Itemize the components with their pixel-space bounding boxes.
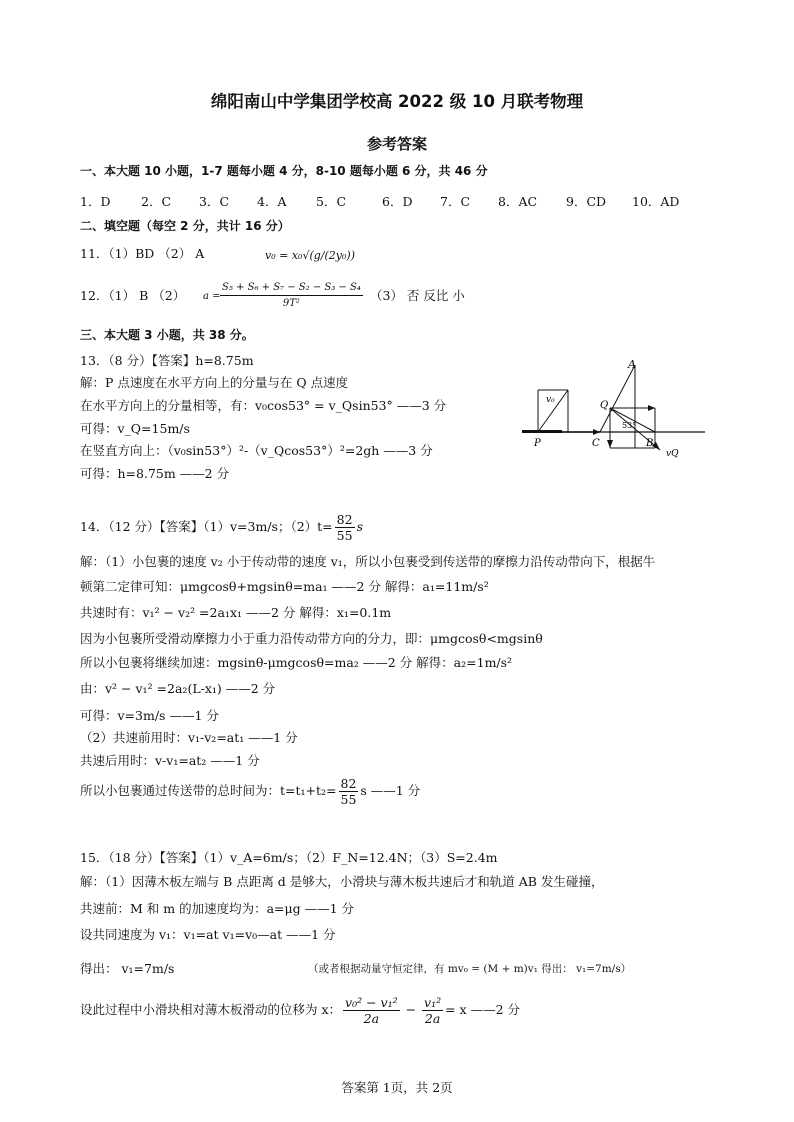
label-a: A: [628, 360, 636, 371]
q12-formula-lhs: a =: [203, 291, 221, 302]
q14-line-8: （2）共速前用时：v₁-v₂=at₁ ——1 分: [80, 730, 298, 745]
q13-line-5: 可得：h=8.75m ——2 分: [80, 466, 230, 481]
q15-last-num1: v₀² − v₁²: [345, 995, 398, 1010]
q12-answer: 12．（1） B （2）: [80, 288, 186, 303]
label-angle: 53°: [622, 421, 637, 430]
q15-last: 设此过程中小滑块相对薄木板滑动的位移为 x： $\frac{\text{v₀² − v₁²}}{2a}$ − $\frac{\text{v₁²}}{2a}$ = x ——2 分: [80, 995, 521, 1026]
page-title: 绵阳南山中学集团学校高 2022 级 10 月联考物理: [210, 92, 584, 111]
q13-line-4: 在竖直方向上：（v₀sin53°）²-（v_Qcos53°）²=2gh ——3 分: [80, 443, 433, 458]
q14-header-num: 82: [336, 512, 353, 527]
answer-10: 10．AD: [632, 194, 680, 209]
q14-header: [80, 512, 363, 543]
q12-answer-tail: （3） 否 反比 小: [370, 288, 465, 303]
label-p: P: [534, 438, 541, 449]
label-v0: v₀: [546, 395, 555, 405]
q13-line-1: 解：P 点速度在水平方向上的分量与在 Q 点速度: [80, 375, 349, 390]
q14-line-4: 因为小包裹所受滑动摩擦力小于重力沿传动带方向的分力，即：μmgcosθ<mgsinθ: [80, 631, 543, 646]
q11-answer: 11．（1）BD （2） A: [80, 246, 205, 261]
section2-heading: 二、填空题（每空 2 分，共计 16 分）: [80, 219, 290, 233]
q14-line-1: 解：（1）小包裹的速度 v₂ 小于传动带的速度 v₁，所以小包裹受到传送带的摩擦力沿传动带向下，根据牛: [80, 554, 656, 569]
page-subtitle: 参考答案: [366, 135, 427, 153]
q14-line-9: 共速后用时：v-v₁=at₂ ——1 分: [80, 753, 260, 768]
q13-line-3: 可得：v_Q=15m/s: [80, 421, 190, 436]
answer-1: 1．D: [80, 194, 111, 209]
q12-formula-den: 9T²: [282, 298, 300, 309]
answer-7: 7．C: [440, 194, 471, 209]
q15-last-suffix: = x ——2 分: [445, 1002, 521, 1017]
answer-5: 5．C: [316, 194, 347, 209]
q14-final-suffix: s ——1 分: [360, 783, 421, 798]
q14-line-5: 所以小包裹将继续加速：mgsinθ-μmgcosθ=ma₂ ——2 分 解得：a₂=1m/s²: [80, 655, 513, 670]
q14-line-2: 顿第二定律可知：μmgcosθ+mgsinθ=ma₁ ——2 分 解得：a₁=11m/s²: [80, 579, 489, 594]
label-q: Q: [600, 400, 609, 411]
q15-line-2: 共速前：M 和 m 的加速度均为：a=μg ——1 分: [80, 901, 355, 916]
label-b: B: [646, 438, 654, 449]
q13-line-2: 在水平方向上的分量相等，有：v₀cos53° = v_Qsin53° ——3 分: [80, 398, 447, 413]
q15-line-3: 设共同速度为 v₁：v₁=at v₁=v₀—at ——1 分: [80, 927, 336, 942]
q14-final-num: 82: [340, 776, 357, 791]
q14-final: [80, 776, 420, 807]
q12-formula-frac: [218, 280, 365, 311]
q15-last-text: 设此过程中小滑块相对薄木板滑动的位移为 x：: [80, 1002, 342, 1017]
q14-line-6: 由：v² − v₁² =2a₂(L-x₁) ——2 分: [80, 681, 276, 696]
q15-result: 得出： v₁=7m/s: [80, 961, 175, 976]
q15-note: （或者根据动量守恒定律，有 mv₀ = (M + m)v₁ 得出： v₁=7m/s）: [308, 963, 632, 975]
answer-9: 9．CD: [566, 194, 607, 209]
q13-header: 13．（8 分）【答案】h=8.75m: [80, 353, 254, 368]
answer-6: 6．D: [382, 194, 413, 209]
q14-line-7: 可得：v=3m/s ——1 分: [80, 708, 219, 723]
q14-line-3: 共速时有：v₁² − v₂² =2a₁x₁ ——2 分 解得：x₁=0.1m: [80, 605, 392, 620]
q12-formula-num: S₅ + S₆ + S₇ − S₂ − S₃ − S₄: [220, 280, 363, 296]
q13-diagram: [520, 360, 720, 460]
q-down-arrowhead: [607, 440, 613, 448]
label-c: C: [592, 438, 600, 449]
q14-header-text: 14．（12 分）【答案】（1）v=3m/s；（2）t=: [80, 519, 333, 534]
label-vq: vQ: [666, 449, 679, 459]
section3-heading: 三、本大题 3 小题，共 38 分。: [80, 328, 254, 342]
q15-last-den2: 2a: [424, 1011, 441, 1026]
answer-8: 8．AC: [498, 194, 538, 209]
q11-formula: v₀ = x₀√(g/(2y₀)): [265, 249, 355, 262]
q15-last-den1: 2a: [363, 1011, 380, 1026]
p-arrowhead: [593, 429, 600, 435]
q15-header: 15．（18 分）【答案】（1）v_A=6m/s；（2）F_N=12.4N；（3）S=2.4m: [80, 850, 498, 865]
answer-2: 2．C: [141, 194, 172, 209]
q14-header-den: 55: [336, 528, 353, 543]
answer-3: 3．C: [199, 194, 230, 209]
answer-4: 4．A: [257, 194, 287, 209]
q14-header-unit: s: [356, 519, 363, 534]
q14-final-text: 所以小包裹通过传送带的总时间为：t=t₁+t₂=: [80, 783, 337, 798]
page-footer: 答案第 1页，共 2页: [341, 1080, 453, 1095]
q15-line-1: 解：（1）因薄木板左端与 B 点距离 d 是够大，小滑块与薄木板共速后才和轨道 AB 发生碰撞，: [80, 874, 604, 889]
section1-heading: 一、本大题 10 小题，1-7 题每小题 4 分，8-10 题每小题 6 分，共 46 分: [80, 164, 488, 178]
q14-final-den: 55: [340, 792, 357, 807]
q-horizontal-arrowhead: [648, 405, 655, 411]
q15-last-num2: v₁²: [424, 995, 442, 1010]
